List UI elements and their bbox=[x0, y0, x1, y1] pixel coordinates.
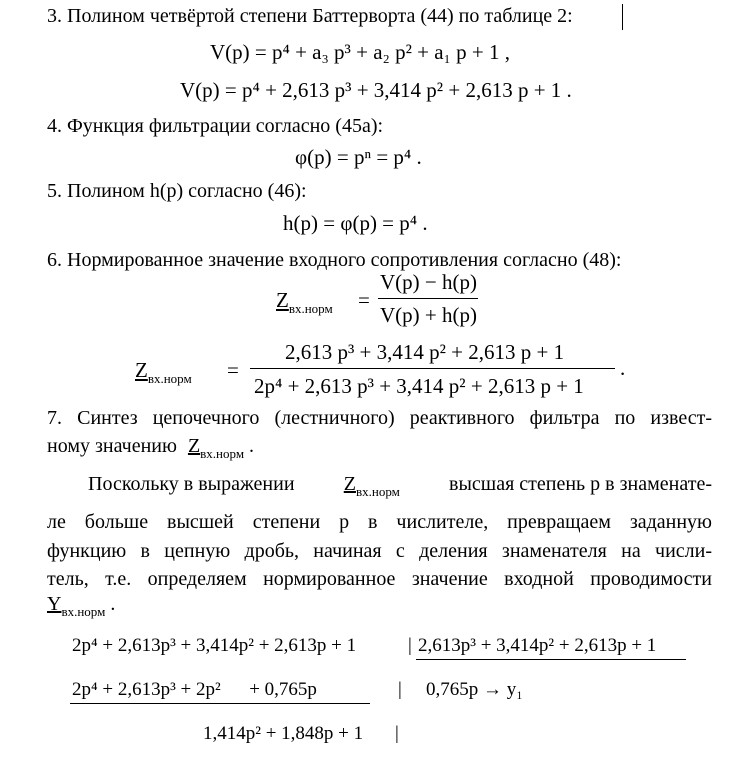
division-dividend: 2p⁴ + 2,613p³ + 3,414p² + 2,613p + 1 bbox=[72, 635, 357, 656]
z-subscript: вх.норм bbox=[200, 446, 245, 461]
section-3-heading: 3. Полином четвёртой степени Баттерворта (44) по таблице 2: bbox=[47, 5, 573, 27]
divisor-underline bbox=[416, 659, 686, 660]
paragraph-line-1-pre: Поскольку в выражении bbox=[88, 473, 295, 495]
equals-sign-2: = bbox=[227, 358, 239, 382]
paragraph-line-1-post: высшая степень p в знаменате- bbox=[449, 473, 712, 495]
z-subscript: вх.норм bbox=[147, 371, 192, 386]
z-symbol: Z bbox=[276, 288, 289, 312]
section-5-heading: 5. Полином h(p) согласно (46): bbox=[47, 180, 307, 202]
fraction-1-bar bbox=[378, 298, 478, 299]
section-7-line-2-text: ному значению bbox=[47, 435, 177, 457]
paragraph-line-5-end: . bbox=[110, 593, 116, 615]
paragraph-line-5 bbox=[47, 593, 116, 619]
division-subtrahend: 2p⁴ + 2,613p³ + 2p² + 0,765p bbox=[72, 679, 317, 700]
z-symbol: Z bbox=[343, 473, 356, 495]
section-4-equation: φ(p) = pⁿ = p⁴ . bbox=[295, 145, 422, 169]
fraction-2-numerator: 2,613 p³ + 3,414 p² + 2,613 p + 1 bbox=[285, 340, 565, 364]
division-remainder: 1,414p² + 1,848p + 1 bbox=[203, 723, 364, 744]
paragraph-line-3: функцию в цепную дробь, начиная с деления знаменателя на числи- bbox=[47, 540, 712, 562]
section-7-line-1: 7. Синтез цепочечного (лестничного) реактивного фильтра по извест- bbox=[47, 407, 712, 429]
section-3-equation-general: V(p) = p⁴ + a₃ p³ + a₂ p² + a₁ p + 1 , bbox=[210, 40, 510, 64]
fraction-2-period: . bbox=[620, 356, 626, 380]
division-separator-3: | bbox=[395, 723, 399, 744]
section-5-equation: h(p) = φ(p) = p⁴ . bbox=[283, 211, 428, 235]
z-input-norm-inline-2 bbox=[343, 473, 400, 499]
z-symbol: Z bbox=[187, 435, 201, 457]
division-quotient: 0,765p → y₁ bbox=[426, 679, 523, 700]
y-symbol: Y bbox=[47, 593, 62, 615]
z-input-norm-symbol-1 bbox=[276, 288, 333, 316]
paragraph-line-2: ле больше высшей степени p в числителе, превращаем заданную bbox=[47, 511, 712, 533]
z-input-norm-symbol-2 bbox=[135, 358, 192, 386]
z-symbol: Z bbox=[135, 358, 148, 382]
z-subscript: вх.норм bbox=[355, 484, 400, 499]
division-divisor: 2,613p³ + 3,414p² + 2,613p + 1 bbox=[418, 635, 657, 656]
fraction-2-denominator: 2p⁴ + 2,613 p³ + 3,414 p² + 2,613 p + 1 bbox=[254, 374, 584, 398]
section-4-heading: 4. Функция фильтрации согласно (45а): bbox=[47, 115, 384, 137]
paragraph-line-1 bbox=[88, 473, 712, 499]
section-7-line-2-end: . bbox=[249, 435, 255, 457]
fraction-1-denominator: V(p) + h(p) bbox=[380, 303, 477, 327]
subtrahend-underline bbox=[70, 703, 370, 704]
z-input-norm-inline bbox=[187, 435, 245, 461]
z-subscript: вх.норм bbox=[288, 301, 333, 316]
y-subscript: вх.норм bbox=[61, 604, 106, 619]
fraction-1-numerator: V(p) − h(p) bbox=[380, 270, 477, 294]
paragraph-line-4: тель, т.е. определяем нормированное значение входной проводимости bbox=[47, 568, 712, 590]
section-6-heading: 6. Нормированное значение входного сопротивления согласно (48): bbox=[47, 249, 622, 271]
section-7-line-2 bbox=[47, 435, 255, 461]
equals-sign-1: = bbox=[358, 288, 370, 312]
division-separator-1: | bbox=[408, 635, 412, 656]
division-separator-2: | bbox=[398, 679, 402, 700]
fraction-2-bar bbox=[250, 368, 615, 369]
section-3-equation-numeric: V(p) = p⁴ + 2,613 p³ + 3,414 p² + 2,613 p + 1 . bbox=[180, 78, 572, 102]
text-cursor bbox=[622, 4, 623, 30]
